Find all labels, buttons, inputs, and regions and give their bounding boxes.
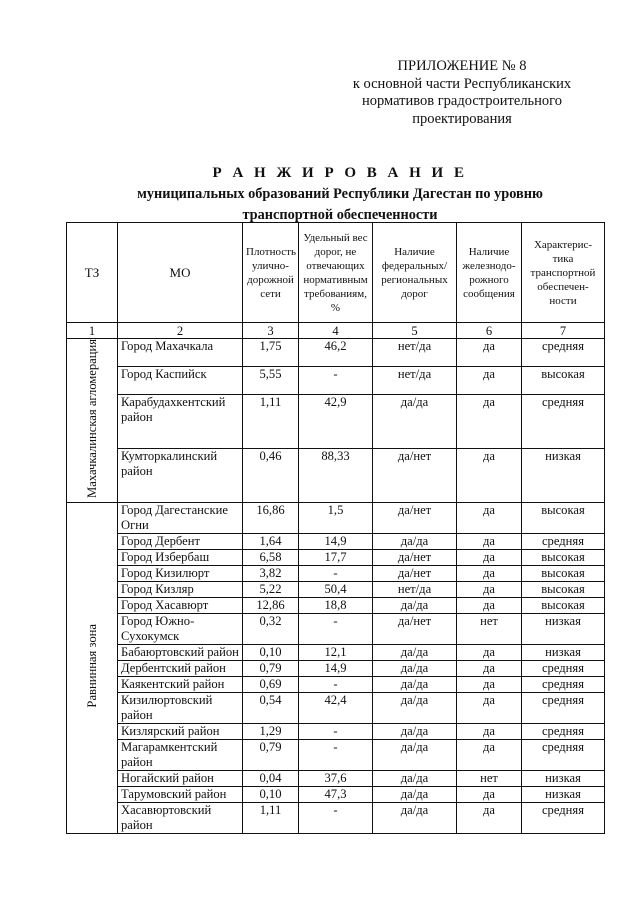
zone-cell <box>67 502 118 833</box>
share-cell: - <box>299 366 373 394</box>
roads-cell: да/да <box>373 692 457 723</box>
appendix-line-3: нормативов градостроительного <box>361 93 563 109</box>
rail-cell: да <box>457 394 522 448</box>
level-cell: низкая <box>522 613 605 644</box>
mo-cell: Город Избербаш <box>118 549 243 565</box>
share-cell: 42,9 <box>299 394 373 448</box>
mo-cell: Дербентский район <box>118 660 243 676</box>
table-row <box>67 739 605 770</box>
density-cell: 0,10 <box>243 786 299 802</box>
level-cell: средняя <box>522 660 605 676</box>
density-cell: 0,79 <box>243 739 299 770</box>
density-cell: 3,82 <box>243 565 299 581</box>
share-cell: 12,1 <box>299 644 373 660</box>
table-row <box>67 660 605 676</box>
rail-cell: да <box>457 339 522 367</box>
rail-cell: да <box>457 581 522 597</box>
rail-cell: да <box>457 565 522 581</box>
share-cell: 14,9 <box>299 660 373 676</box>
table-row <box>67 366 605 394</box>
density-cell: 0,79 <box>243 660 299 676</box>
density-cell: 1,11 <box>243 394 299 448</box>
table-row <box>67 597 605 613</box>
roads-cell: да/да <box>373 739 457 770</box>
table-row <box>67 565 605 581</box>
column-number: 3 <box>243 323 299 339</box>
level-cell: низкая <box>522 786 605 802</box>
mo-cell: Кизлярский район <box>118 723 243 739</box>
roads-cell: да/да <box>373 723 457 739</box>
level-cell: высокая <box>522 549 605 565</box>
mo-cell: Город Хасавюрт <box>118 597 243 613</box>
header-federal-roads: Наличие федеральных/ региональных дорог <box>373 223 457 323</box>
rail-cell: да <box>457 692 522 723</box>
rail-cell: да <box>457 739 522 770</box>
zone-cell <box>67 339 118 503</box>
level-cell: высокая <box>522 565 605 581</box>
header-rail: Наличие железнодо-рожного сообщения <box>457 223 522 323</box>
share-cell: 42,4 <box>299 692 373 723</box>
header-density: Плотность улично-дорожной сети <box>243 223 299 323</box>
level-cell: низкая <box>522 770 605 786</box>
table-row <box>67 676 605 692</box>
rail-cell: да <box>457 676 522 692</box>
roads-cell: да/да <box>373 676 457 692</box>
table-row <box>67 644 605 660</box>
rail-cell: да <box>457 502 522 533</box>
column-number: 6 <box>457 323 522 339</box>
share-cell: - <box>299 565 373 581</box>
table-row <box>67 723 605 739</box>
roads-cell: да/да <box>373 660 457 676</box>
rail-cell: да <box>457 533 522 549</box>
share-cell: 37,6 <box>299 770 373 786</box>
roads-cell: да/да <box>373 394 457 448</box>
share-cell: 50,4 <box>299 581 373 597</box>
density-cell: 1,29 <box>243 723 299 739</box>
table-row <box>67 549 605 565</box>
column-number: 4 <box>299 323 373 339</box>
rail-cell: да <box>457 644 522 660</box>
table-row <box>67 581 605 597</box>
level-cell: высокая <box>522 366 605 394</box>
density-cell: 12,86 <box>243 597 299 613</box>
column-number: 5 <box>373 323 457 339</box>
column-number-row <box>67 323 605 339</box>
level-cell: высокая <box>522 581 605 597</box>
density-cell: 6,58 <box>243 549 299 565</box>
roads-cell: да/нет <box>373 448 457 502</box>
header-share: Удельный вес дорог, не отвечающих нормативным требованиям, % <box>299 223 373 323</box>
level-cell: средняя <box>522 394 605 448</box>
roads-cell: да/нет <box>373 565 457 581</box>
share-cell: 47,3 <box>299 786 373 802</box>
mo-cell: Карабудахкентский район <box>118 394 243 448</box>
mo-cell: Кизилюртовский район <box>118 692 243 723</box>
level-cell: средняя <box>522 723 605 739</box>
rail-cell: да <box>457 597 522 613</box>
density-cell: 1,11 <box>243 802 299 833</box>
rail-cell: да <box>457 366 522 394</box>
table-row <box>67 802 605 833</box>
share-cell: 88,33 <box>299 448 373 502</box>
level-cell: средняя <box>522 739 605 770</box>
mo-cell: Город Махачкала <box>118 339 243 367</box>
roads-cell: да/да <box>373 533 457 549</box>
appendix-number: ПРИЛОЖЕНИЕ № 8 <box>397 58 527 74</box>
rail-cell: да <box>457 660 522 676</box>
table-row <box>67 502 605 533</box>
level-cell: высокая <box>522 502 605 533</box>
density-cell: 0,04 <box>243 770 299 786</box>
table-row <box>67 770 605 786</box>
table-row <box>67 533 605 549</box>
roads-cell: да/нет <box>373 613 457 644</box>
level-cell: низкая <box>522 644 605 660</box>
mo-cell: Город Дагестанские Огни <box>118 502 243 533</box>
table-row <box>67 786 605 802</box>
roads-cell: да/да <box>373 802 457 833</box>
density-cell: 0,10 <box>243 644 299 660</box>
roads-cell: да/да <box>373 597 457 613</box>
rail-cell: да <box>457 723 522 739</box>
roads-cell: нет/да <box>373 581 457 597</box>
density-cell: 0,54 <box>243 692 299 723</box>
density-cell: 0,32 <box>243 613 299 644</box>
share-cell: - <box>299 613 373 644</box>
roads-cell: да/нет <box>373 502 457 533</box>
roads-cell: да/нет <box>373 549 457 565</box>
density-cell: 1,75 <box>243 339 299 367</box>
share-cell: - <box>299 739 373 770</box>
appendix-header <box>330 58 594 128</box>
level-cell: высокая <box>522 597 605 613</box>
mo-cell: Ногайский район <box>118 770 243 786</box>
mo-cell: Бабаюртовский район <box>118 644 243 660</box>
mo-cell: Город Кизилюрт <box>118 565 243 581</box>
density-cell: 5,22 <box>243 581 299 597</box>
share-cell: 14,9 <box>299 533 373 549</box>
appendix-line-2: к основной части Республиканских <box>352 75 572 92</box>
mo-cell: Тарумовский район <box>118 786 243 802</box>
ranking-table <box>66 222 605 834</box>
mo-cell: Город Дербент <box>118 533 243 549</box>
level-cell: средняя <box>522 533 605 549</box>
mo-cell: Город Южно-Сухокумск <box>118 613 243 644</box>
mo-cell: Магарамкентский район <box>118 739 243 770</box>
share-cell: - <box>299 723 373 739</box>
rail-cell: нет <box>457 770 522 786</box>
zone-name: Махачкалинская агломерация <box>84 339 99 498</box>
share-cell: 18,8 <box>299 597 373 613</box>
document-title <box>60 163 620 225</box>
level-cell: средняя <box>522 339 605 367</box>
roads-cell: да/да <box>373 644 457 660</box>
share-cell: 1,5 <box>299 502 373 533</box>
share-cell: - <box>299 802 373 833</box>
density-cell: 0,69 <box>243 676 299 692</box>
roads-cell: нет/да <box>373 366 457 394</box>
mo-cell: Каякентский район <box>118 676 243 692</box>
share-cell: 46,2 <box>299 339 373 367</box>
header-row <box>67 223 605 323</box>
mo-cell: Город Кизляр <box>118 581 243 597</box>
column-number: 2 <box>118 323 243 339</box>
level-cell: средняя <box>522 692 605 723</box>
share-cell: - <box>299 676 373 692</box>
header-tz: ТЗ <box>67 223 118 323</box>
roads-cell: нет/да <box>373 339 457 367</box>
rail-cell: да <box>457 786 522 802</box>
table-row <box>67 339 605 367</box>
table-row <box>67 692 605 723</box>
column-number: 1 <box>67 323 118 339</box>
header-characteristic: Характерис-тика транспортной обеспечен-ности <box>522 223 605 323</box>
roads-cell: да/да <box>373 786 457 802</box>
rail-cell: нет <box>457 613 522 644</box>
table-body <box>67 339 605 834</box>
title-sub-1: муниципальных образований Республики Дагестан по уровню <box>137 186 543 202</box>
rail-cell: да <box>457 802 522 833</box>
level-cell: низкая <box>522 448 605 502</box>
rail-cell: да <box>457 549 522 565</box>
share-cell: 17,7 <box>299 549 373 565</box>
level-cell: средняя <box>522 802 605 833</box>
level-cell: средняя <box>522 676 605 692</box>
density-cell: 1,64 <box>243 533 299 549</box>
title-sub-2: транспортной обеспеченности <box>242 207 438 223</box>
column-number: 7 <box>522 323 605 339</box>
density-cell: 0,46 <box>243 448 299 502</box>
header-mo: МО <box>118 223 243 323</box>
density-cell: 16,86 <box>243 502 299 533</box>
roads-cell: да/да <box>373 770 457 786</box>
rail-cell: да <box>457 448 522 502</box>
table-row <box>67 613 605 644</box>
table-row <box>67 394 605 448</box>
mo-cell: Город Каспийск <box>118 366 243 394</box>
appendix-line-4: проектирования <box>412 110 512 127</box>
zone-name: Равнинная зона <box>84 624 99 708</box>
mo-cell: Кумторкалинский район <box>118 448 243 502</box>
table-row <box>67 448 605 502</box>
title-main: Р А Н Ж И Р О В А Н И Е <box>212 165 468 181</box>
mo-cell: Хасавюртовский район <box>118 802 243 833</box>
density-cell: 5,55 <box>243 366 299 394</box>
